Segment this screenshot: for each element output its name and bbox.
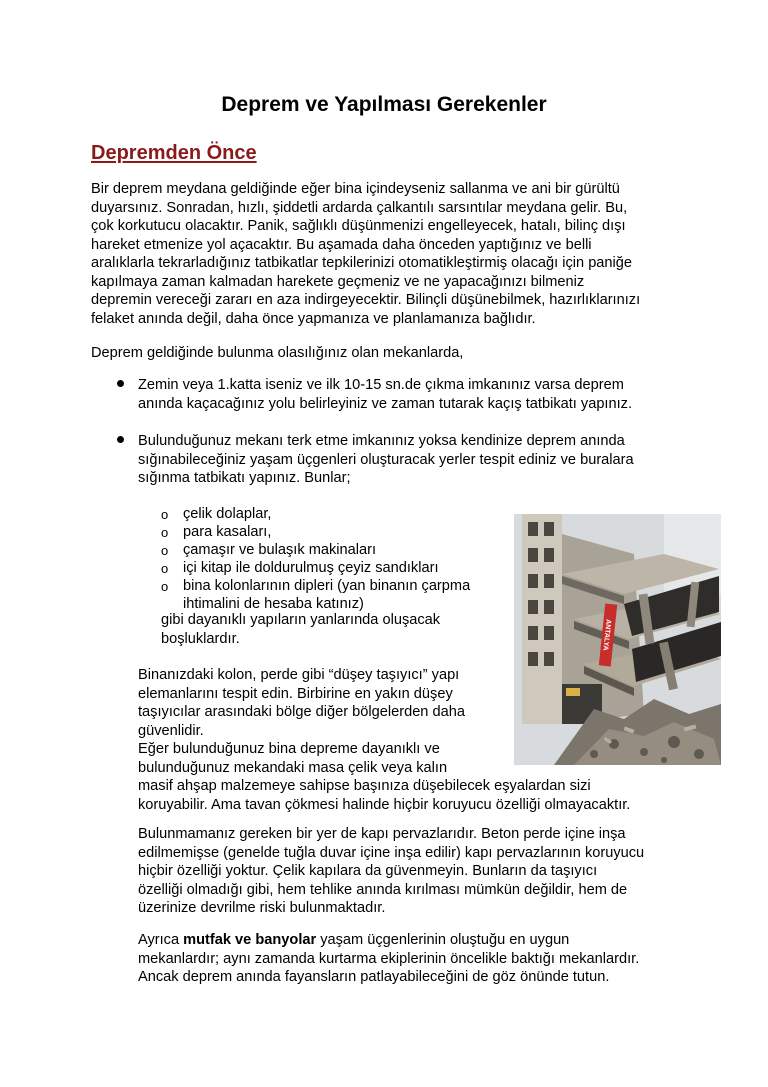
text-line: aralıklarla tekrarladığınız tatbikatlar tepkilerinizi otomatikleştirmiş olacağı için paniğe	[91, 255, 633, 271]
text-line: Ancak deprem anında fayansların patlayabileceğini de göz önünde tutun.	[138, 969, 610, 985]
text-line: taşıyıcılar arasındaki bölge diğer bölgelerden daha	[138, 704, 465, 720]
bullet-icon	[117, 436, 124, 443]
paragraph-door-frames	[138, 825, 644, 918]
text-line: bulunduğunuz mekandaki masa çelik veya kalın	[138, 759, 448, 776]
text-line: anında kaçacağınız yolu belirleyiniz ve zaman tutarak kaçış tatbikatı yapınız.	[138, 395, 633, 412]
text-line: gibi dayanıklı yapıların yanlarında oluşacak	[161, 612, 441, 628]
text-line: Eğer bulunduğunuz bina depreme dayanıklı ve	[138, 741, 440, 757]
sub-bullet-icon: o	[161, 507, 169, 522]
sub-list-item: para kasaları,	[183, 524, 272, 540]
paragraph-kitchen-bathroom	[138, 931, 639, 987]
sub-list-item: çamaşır ve bulaşık makinaları	[183, 542, 377, 558]
sub-bullet-icon: o	[161, 579, 169, 594]
paragraph-places: Deprem geldiğinde bulunma olasılığınız olan mekanlarda,	[91, 345, 464, 361]
text-run: yaşam üçgenlerinin oluştuğu en uygun	[316, 932, 570, 948]
text-line: hiçbir özelliği yoktur. Çelik kapılara da güvenmeyin. Bunların da taşıyıcı	[138, 863, 598, 879]
text-line: masif ahşap malzemeye sahipse başınıza düşebilecek eşyalardan sizi	[138, 778, 591, 794]
sub-list-item-continued: ihtimalini de hesaba katınız)	[183, 596, 364, 612]
text-line: edilmemişse (genelde tuğla duvar içine inşa edilir) kapı pervazlarının koruyucu	[138, 844, 645, 861]
page-title: Deprem ve Yapılması Gerekenler	[221, 93, 547, 116]
text-line: Bir deprem meydana geldiğinde eğer bina içindeyseniz sallanma ve ani bir gürültü	[91, 181, 620, 197]
text-line: duyarsınız. Sonradan, hızlı, şiddetli ardarda çalkantılı sarsıntılar meydana gelir. Bu,	[91, 199, 628, 216]
sub-list-item: bina kolonlarının dipleri (yan binanın çarpma	[183, 578, 471, 594]
sub-list-item: içi kitap ile doldurulmuş çeyiz sandıkları	[183, 560, 439, 576]
sub-bullet-icon: o	[161, 543, 169, 558]
bullet-icon	[117, 380, 124, 387]
sub-bullet-icon: o	[161, 561, 169, 576]
text-line	[138, 931, 639, 950]
text-line: çok korkutucu olacaktır. Panik, sağlıklı düşünmenizi engelleyecek, hatalı, bilinç dışı	[91, 218, 626, 234]
collapsed-building-photo	[514, 514, 721, 765]
text-line: kapılmaya zaman kalmadan harekete geçmeniz ve ne yapacağınızı bilmeniz	[91, 273, 585, 290]
text-line: sığınabileceğiniz yaşam üçgenleri oluşturacak yerler tespit ediniz ve buralara	[138, 451, 634, 468]
text-run: Ayrıca	[138, 932, 184, 948]
text-line: üzerinize devrilme riski bulunmaktadır.	[138, 900, 386, 916]
text-line: felaket anında değil, daha önce yapmanıza ve planlamanıza bağlıdır.	[91, 310, 536, 327]
sub-list-item: çelik dolaplar,	[183, 506, 272, 522]
text-line: Bulunduğunuz mekanı terk etme imkanınız yoksa kendinize deprem anında	[138, 433, 625, 449]
bullet-item-life-triangles	[138, 432, 634, 488]
sub-bullet-icon: o	[161, 525, 169, 540]
paragraph-intro	[91, 180, 640, 328]
text-line: boşluklardır.	[161, 630, 240, 647]
text-line: depremin vereceği zararı en aza indirgeyecektir. Bilinçli düşünebilmek, hazırlıklarınızı	[91, 292, 641, 308]
sign-text: ANTALYA	[601, 618, 612, 651]
text-line: Binanızdaki kolon, perde gibi “düşey taşıyıcı” yapı	[138, 667, 460, 683]
text-line: elemanlarını tespit edin. Birbirine en yakın düşey	[138, 685, 453, 702]
bold-text: mutfak ve banyolar	[183, 932, 317, 948]
bullet-item-ground-floor	[138, 376, 632, 413]
text-line: hareket etmenize yol açacaktır. Bu aşamada daha önceden yaptığınız ve belli	[91, 236, 592, 253]
text-line: Zemin veya 1.katta iseniz ve ilk 10-15 sn.de çıkma imkanınız varsa deprem	[138, 377, 624, 393]
text-line: sığınma tatbikatı yapınız. Bunlar;	[138, 470, 351, 486]
text-line: Bulunmamanız gereken bir yer de kapı pervazlarıdır. Beton perde içine inşa	[138, 826, 626, 842]
text-line: güvenlidir.	[138, 722, 204, 739]
text-line: özelliği olmadığı gibi, hem tehlike anında kırılması mümkün değildir, hem de	[138, 881, 628, 898]
sub-list-closing	[161, 611, 440, 648]
text-line: mekanlardır; aynı zamanda kurtarma ekiplerinin öncelikle baktığı mekanlardır.	[138, 950, 640, 967]
text-line: koruyabilir. Ama tavan çökmesi halinde hiçbir koruyucu özelliği olmayacaktır.	[138, 796, 631, 813]
section-heading: Depremden Önce	[91, 142, 257, 164]
